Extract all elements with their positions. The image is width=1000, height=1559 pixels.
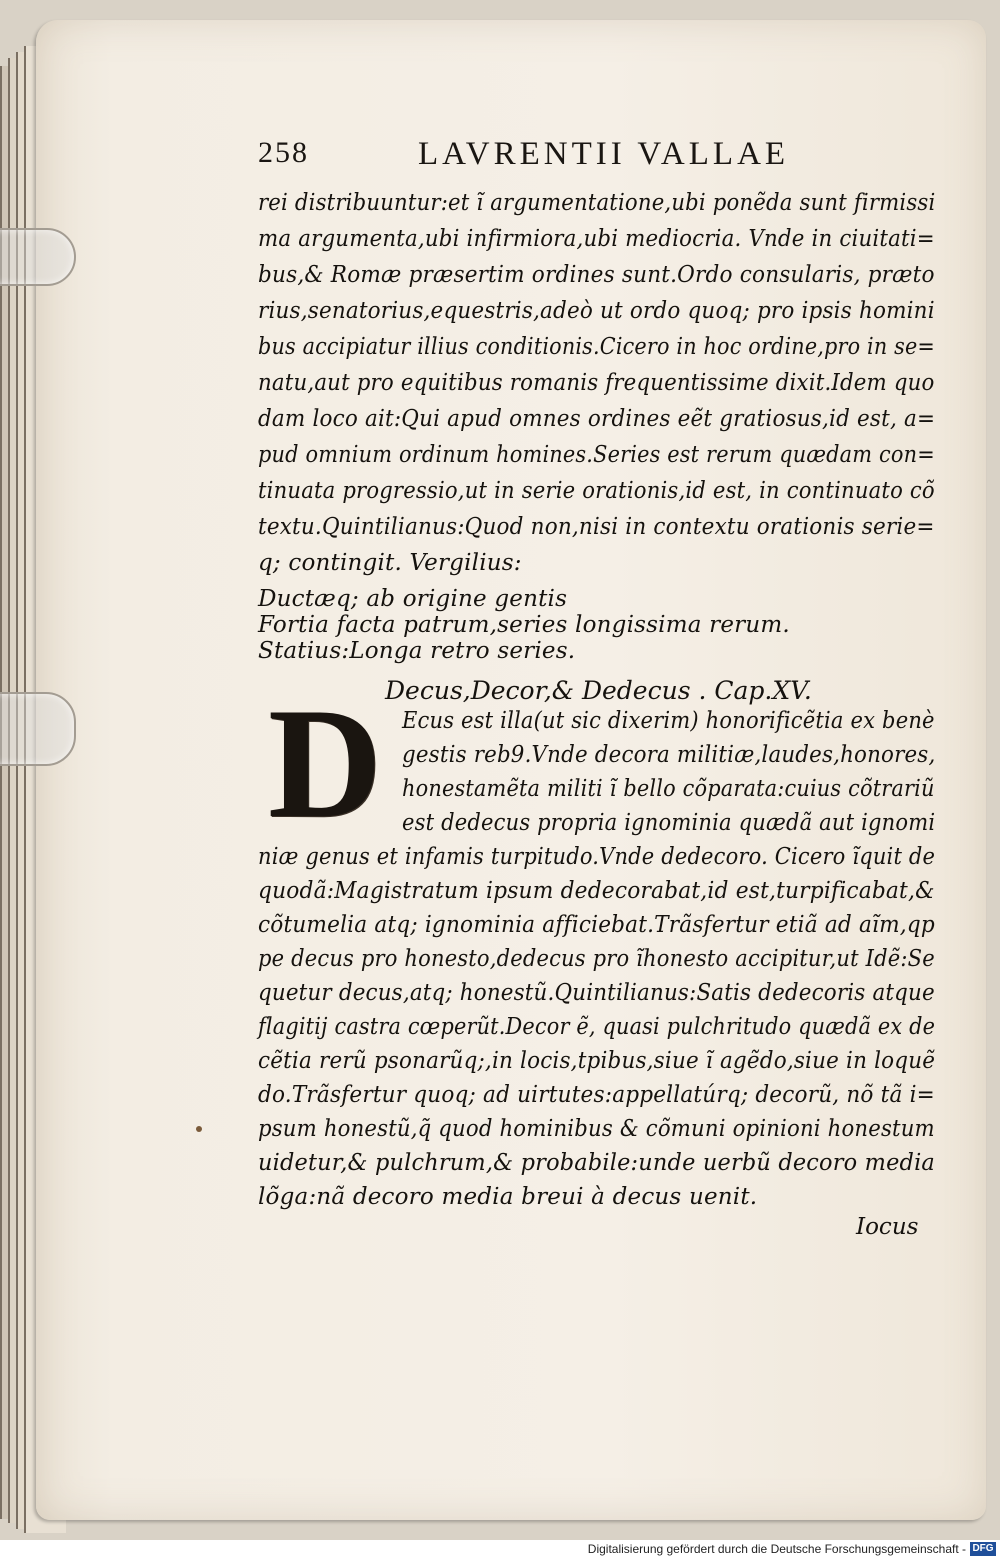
verse-line: Statius:Longa retro series. — [258, 638, 576, 664]
text-line: q; contingit. Vergilius: — [258, 550, 522, 576]
text-line: do.Trãsfertur quoq; ad uirtutes:appellatúrq; decorũ, nõ tã i= — [258, 1082, 935, 1108]
text-line: pud omnium ordinum homines.Series est rerum quædam con= — [258, 442, 935, 468]
page-header — [258, 136, 818, 176]
text-line: cẽtia rerũ psonarũq;,in locis,tpibus,siue ĩ agẽdo,siue in loquẽ — [258, 1048, 936, 1074]
text-line: est dedecus propria ignominia quædã aut ignomi — [402, 810, 936, 836]
text-line: pe decus pro honesto,dedecus pro ĩhonesto accipitur,ut Idẽ:Se — [258, 946, 935, 972]
verse-line: Fortia facta patrum,series longissima rerum. — [258, 612, 790, 638]
page-clamp — [0, 692, 76, 766]
text-line: rius,senatorius,equestris,adeò ut ordo quoq; pro ipsis homini — [258, 298, 935, 324]
funding-credit: Digitalisierung gefördert durch die Deutsche Forschungsgemeinschaft - — [587, 1542, 966, 1556]
text-line: honestamẽta militi ĩ bello cõparata:cuius cõtrariũ — [402, 776, 935, 802]
text-line: uidetur,& pulchrum,& probabile:unde uerbũ decoro media — [258, 1150, 935, 1176]
page-number: 258 — [258, 136, 309, 169]
page-clamp — [0, 228, 76, 286]
chapter-heading: Decus,Decor,& Dedecus . Cap.XV. — [385, 676, 812, 705]
text-line: textu.Quintilianus:Quod non,nisi in contextu orationis serie= — [258, 514, 935, 540]
text-line: bus,& Romæ præsertim ordines sunt.Ordo consularis, præto — [258, 262, 935, 288]
text-line: cõtumelia atq; ignominia afficiebat.Trãsfertur etiã ad aĩm,qp — [258, 912, 935, 938]
catchword: Iocus — [856, 1214, 919, 1240]
running-title: LAVRENTII VALLAE — [418, 136, 790, 172]
text-line: Ecus est illa(ut sic dixerim) honorificẽtia ex benè — [402, 708, 935, 734]
text-line: gestis reb9.Vnde decora militiæ,laudes,honores, — [402, 742, 936, 768]
text-line: lõga:nã decoro media breui à decus uenit. — [258, 1184, 758, 1210]
text-line: quodã:Magistratum ipsum dedecorabat,id est,turpificabat,& — [258, 878, 935, 904]
text-line: flagitij castra cœperũt.Decor ẽ, quasi pulchritudo quædã ex de — [258, 1014, 936, 1040]
digitization-footer — [0, 1540, 1000, 1559]
text-line: tinuata progressio,ut in serie orationis,id est, in continuato cõ — [258, 478, 935, 504]
text-line: natu,aut pro equitibus romanis frequentissime dixit.Idem quo — [258, 370, 935, 396]
dfg-logo-icon: DFG — [970, 1542, 996, 1556]
text-line: dam loco ait:Qui apud omnes ordines eẽt gratiosus,id est, a= — [258, 406, 936, 432]
verse-line: Ductæq; ab origine gentis — [258, 586, 568, 612]
decorated-initial: D — [267, 676, 383, 851]
text-line: niæ genus et infamis turpitudo.Vnde dedecoro. Cicero ĩquit de — [258, 844, 936, 870]
text-line: rei distribuuntur:et ĩ argumentatione,ubi ponẽda sunt firmissi — [258, 190, 936, 216]
text-line: quetur decus,atq; honestũ.Quintilianus:Satis dedecoris atque — [258, 980, 935, 1006]
text-line: bus accipiatur illius conditionis.Cicero in hoc ordine,pro in se= — [258, 334, 935, 360]
text-line: ma argumenta,ubi infirmiora,ubi mediocria. Vnde in ciuitati= — [258, 226, 935, 252]
text-line: psum honestũ,q̃ quod hominibus & cõmuni opinioni honestum — [258, 1116, 935, 1142]
paper-spot — [196, 1126, 202, 1132]
